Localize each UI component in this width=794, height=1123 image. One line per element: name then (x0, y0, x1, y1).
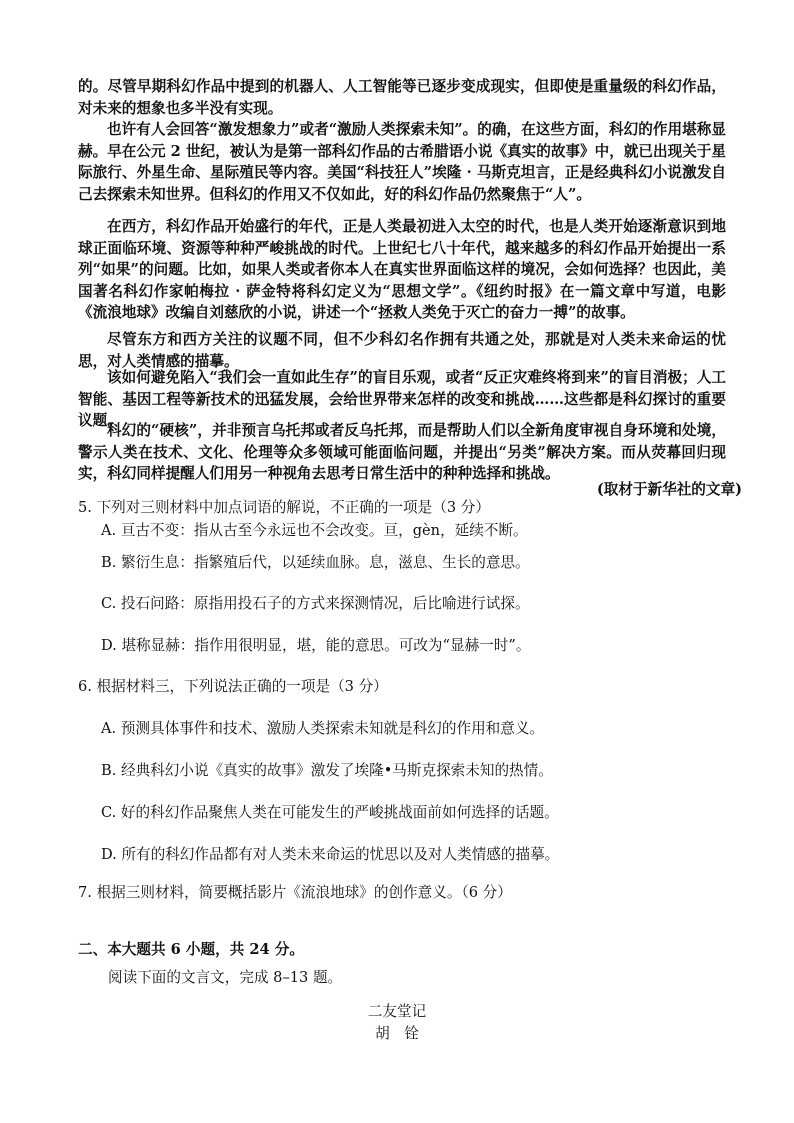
question-5-option-c: C. 投石问路：原指用投石子的方式来探测情况，后比喻进行试探。 (101, 595, 530, 612)
material-paragraph-5: 该如何避免陷入“我们会一直如此生存”的盲目乐观，或者“反正灾难终将到来”的盲目消极；人工智能、基因工程等新技术的迅猛发展，会给世界带来怎样的改变和挑战……这些都是科幻探讨的重要议题。 (78, 369, 726, 429)
material-paragraph-4: 尽管东方和西方关注的议题不同，但不少科幻名作拥有共通之处，那就是对人类未来命运的忧思，对人类情感的描摹。 (78, 331, 726, 370)
material-paragraph-3: 在西方，科幻作品开始盛行的年代，正是人类最初进入太空的时代，也是人类开始逐渐意识到地球正面临环境、资源等种种严峻挑战的时代。上世纪七八十年代，越来越多的科幻作品开始提出一系列“如果”的问题。比如，如果人类或者你本人在真实世界面临这样的境况，会如何选择？也因此，美国著名科幻作家帕梅拉 · 萨金特将科幻定义为“思想文学”。《纽约时报》在一篇文章中写道，电影《流浪地球》改编自刘慈欣的小说，讲述一个“拯救人类免于灭亡的奋力一搏”的故事。 (78, 218, 726, 321)
section-heading: 二、本大题共 6 小题，共 24 分。 (78, 941, 304, 958)
essay-title: 二友堂记 (367, 1003, 427, 1020)
material-paragraph-2: 也许有人会回答“激发想象力”或者“激励人类探索未知”。的确，在这些方面，科幻的作用堪称显赫。早在公元 2 世纪，被认为是第一部科幻作品的古希腊语小说《真实的故事》中，就已出现关于星际旅行、外星生命、星际殖民等内容。美国“科技狂人”埃隆 · 马斯克坦言，正是经典科幻小说激发自己去探索未知世界。但科幻的作用又不仅如此，好的科幻作品仍然聚焦于“人”。 (78, 121, 726, 203)
question-5-option-b: B. 繁衍生息：指繁殖后代，以延续血脉。息，滋息、生长的意思。 (101, 554, 530, 571)
section-instruction: 阅读下面的文言文，完成 8–13 题。 (108, 969, 343, 986)
material-paragraph-6: 科幻的“硬核”，并非预言乌托邦或者反乌托邦，而是帮助人们以全新角度审视自身环境和处境，警示人类在技术、文化、伦理等众多领域可能面临问题，并提出“另类”解决方案。而从荧幕回归现实，科幻同样提醒人们用另一种视角去思考日常生活中的种种选择和挑战。 (78, 422, 726, 482)
question-6-stem: 6. 根据材料三，下列说法正确的一项是（3 分） (78, 678, 388, 695)
question-6-option-c: C. 好的科幻作品聚焦人类在可能发生的严峻挑战面前如何选择的话题。 (101, 804, 559, 821)
question-6-option-d: D. 所有的科幻作品都有对人类未来命运的忧思以及对人类情感的描摹。 (101, 846, 560, 863)
question-5-option-a: A. 亘古不变：指从古至今永远也不会改变。亘，gèn，延续不断。 (101, 522, 528, 539)
essay-author: 胡 铨 (375, 1025, 419, 1042)
question-5-option-d: D. 堪称显赫：指作用很明显，堪，能的意思。可改为“显赫一时”。 (101, 637, 531, 654)
question-7-stem: 7. 根据三则材料，简要概括影片《流浪地球》的创作意义。（6 分） (78, 884, 512, 901)
question-6-option-b: B. 经典科幻小说《真实的故事》激发了埃隆•马斯克探索未知的热情。 (101, 762, 553, 779)
question-5-stem: 5. 下列对三则材料中加点词语的解说，不正确的一项是（3 分） (78, 499, 490, 516)
question-6-option-a: A. 预测具体事件和技术、激励人类探索未知就是科幻的作用和意义。 (101, 720, 545, 737)
material-paragraph-1: 的。尽管早期科幻作品中提到的机器人、人工智能等已逐步变成现实，但即使是重量级的科幻作品，对未来的想象也多半没有实现。 (78, 78, 726, 117)
material-source: (取材于新华社的文章) (596, 481, 742, 498)
